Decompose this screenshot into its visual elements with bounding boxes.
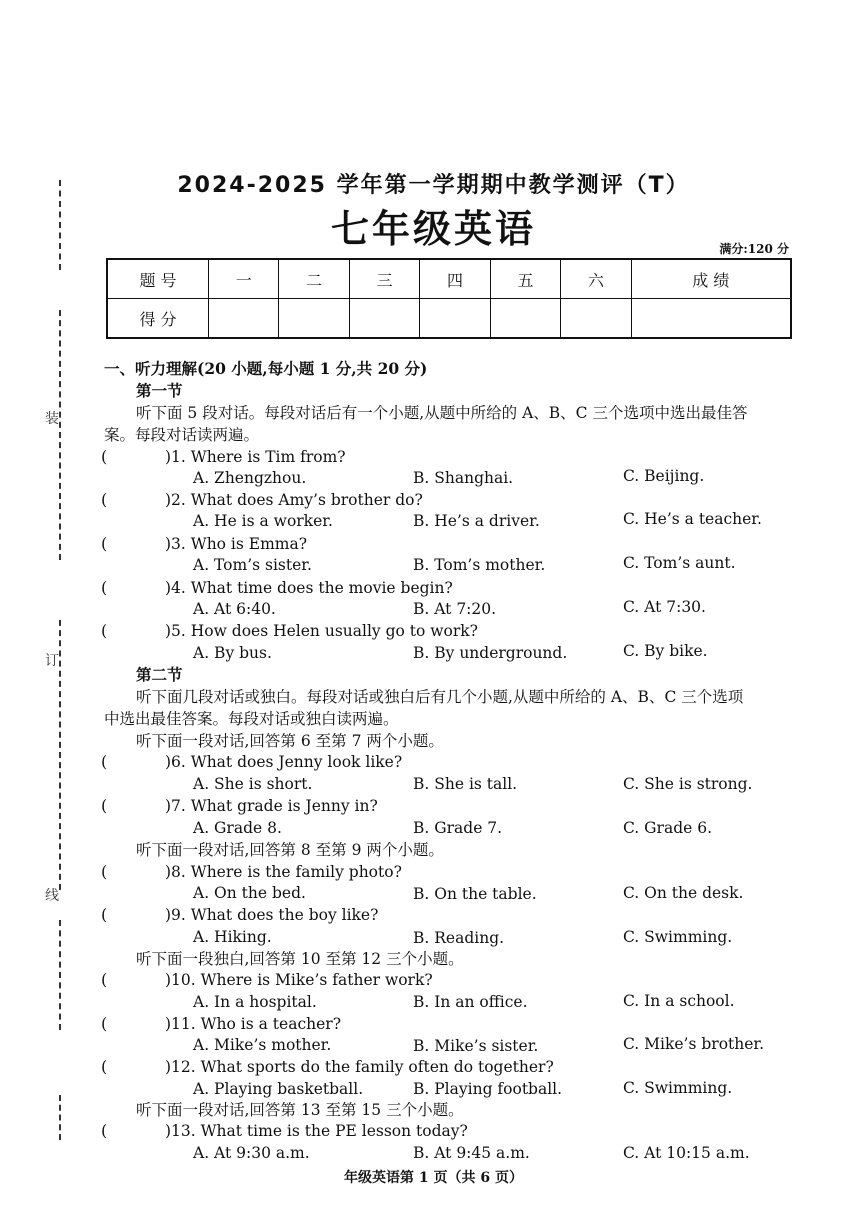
option-a: A. Grade 8. — [193, 819, 282, 837]
score-row-label: 得 分 — [107, 299, 209, 339]
option-c: C. Tom’s aunt. — [623, 554, 736, 572]
option-a: A. He is a worker. — [193, 512, 333, 530]
question-stem: )7. What grade is Jenny in? — [165, 797, 378, 815]
question-stem: )5. How does Helen usually go to work? — [165, 622, 478, 640]
full-score: 满分:120 分 — [719, 242, 789, 256]
section2-label: 第二节 — [136, 665, 183, 684]
option-c: C. Grade 6. — [623, 819, 713, 837]
subsection-instruction: 听下面一段独白,回答第 10 至第 12 三个小题。 — [136, 950, 464, 968]
part1-heading: 一、听力理解(20 小题,每小题 1 分,共 20 分) — [104, 359, 428, 378]
binding-char: 订 — [45, 653, 59, 669]
option-c: C. At 10:15 a.m. — [623, 1144, 750, 1162]
score-header-cell: 二 — [279, 259, 349, 299]
score-header-cell: 六 — [561, 259, 631, 299]
option-a: A. At 6:40. — [193, 600, 276, 618]
binding-char: 装 — [45, 411, 59, 427]
option-a: A. At 9:30 a.m. — [193, 1144, 310, 1162]
option-c: C. Swimming. — [623, 928, 733, 946]
page-footer: 年级英语第 1 页（共 6 页） — [344, 1170, 523, 1186]
option-a: A. By bus. — [193, 644, 272, 662]
option-b: B. She is tall. — [413, 775, 518, 793]
question-stem: )3. Who is Emma? — [165, 535, 308, 553]
question-stem: )11. Who is a teacher? — [165, 1015, 342, 1033]
option-b: B. Tom’s mother. — [413, 556, 546, 574]
question-stem: )13. What time is the PE lesson today? — [165, 1122, 468, 1140]
option-a: A. Zhengzhou. — [193, 469, 307, 487]
option-b: B. Reading. — [413, 929, 505, 947]
binding-char: 线 — [45, 888, 59, 904]
exam-title: 2024-2025 学年第一学期期中教学测评（T） — [177, 173, 690, 198]
option-b: B. Playing football. — [413, 1080, 563, 1098]
section1-instruction: 案。每段对话读两遍。 — [104, 426, 260, 444]
option-b: B. In an office. — [413, 993, 528, 1011]
answer-paren[interactable]: ( — [101, 447, 108, 466]
option-b: B. At 9:45 a.m. — [413, 1144, 530, 1162]
option-c: C. In a school. — [623, 992, 735, 1010]
option-b: B. At 7:20. — [413, 600, 497, 618]
answer-paren[interactable]: ( — [101, 970, 108, 989]
answer-paren[interactable]: ( — [101, 905, 108, 924]
subsection-instruction: 听下面一段对话,回答第 8 至第 9 两个小题。 — [136, 841, 444, 859]
question-stem: )10. Where is Mike’s father work? — [165, 971, 433, 989]
option-b: B. Grade 7. — [413, 819, 503, 837]
score-header-cell: 五 — [490, 259, 560, 299]
option-a: A. She is short. — [193, 775, 313, 793]
answer-paren[interactable]: ( — [101, 752, 108, 771]
section1-instruction: 听下面 5 段对话。每段对话后有一个小题,从题中所给的 A、B、C 三个选项中选出最佳答 — [136, 404, 748, 422]
question-stem: )9. What does the boy like? — [165, 906, 379, 924]
option-a: A. Playing basketball. — [193, 1080, 364, 1098]
option-c: C. Beijing. — [623, 467, 705, 485]
question-stem: )6. What does Jenny look like? — [165, 753, 403, 771]
answer-paren[interactable]: ( — [101, 1057, 108, 1076]
option-b: B. By underground. — [413, 644, 568, 662]
exam-subject: 七年级英语 — [330, 206, 536, 251]
option-a: A. On the bed. — [193, 884, 306, 902]
option-c: C. At 7:30. — [623, 598, 706, 616]
option-a: A. Mike’s mother. — [193, 1036, 332, 1054]
answer-paren[interactable]: ( — [101, 621, 108, 640]
score-header-cell: 三 — [349, 259, 419, 299]
subsection-instruction: 听下面一段对话,回答第 13 至第 15 三个小题。 — [136, 1101, 464, 1119]
question-stem: )4. What time does the movie begin? — [165, 579, 453, 597]
score-header-cell: 题 号 — [107, 259, 209, 299]
section1-label: 第一节 — [136, 381, 183, 400]
option-b: B. Mike’s sister. — [413, 1037, 539, 1055]
option-c: C. He’s a teacher. — [623, 510, 762, 528]
answer-paren[interactable]: ( — [101, 1014, 108, 1033]
score-header-cell: 一 — [209, 259, 279, 299]
option-c: C. She is strong. — [623, 775, 753, 793]
section2-instruction: 听下面几段对话或独白。每段对话或独白后有几个小题,从题中所给的 A、B、C 三个选项 — [136, 688, 744, 706]
answer-paren[interactable]: ( — [101, 534, 108, 553]
question-stem: )8. Where is the family photo? — [165, 863, 402, 881]
option-a: A. In a hospital. — [193, 993, 317, 1011]
option-c: C. On the desk. — [623, 884, 744, 902]
option-b: B. Shanghai. — [413, 469, 514, 487]
option-a: A. Tom’s sister. — [193, 556, 312, 574]
answer-paren[interactable]: ( — [101, 578, 108, 597]
question-stem: )12. What sports do the family often do together? — [165, 1058, 554, 1076]
option-c: C. Swimming. — [623, 1079, 733, 1097]
score-header-cell: 成 绩 — [631, 259, 791, 299]
score-header-cell: 四 — [420, 259, 490, 299]
option-b: B. On the table. — [413, 885, 537, 903]
answer-paren[interactable]: ( — [101, 1121, 108, 1140]
subsection-instruction: 听下面一段对话,回答第 6 至第 7 两个小题。 — [136, 732, 444, 750]
answer-paren[interactable]: ( — [101, 490, 108, 509]
option-a: A. Hiking. — [193, 928, 272, 946]
question-stem: )1. Where is Tim from? — [165, 448, 346, 466]
option-c: C. Mike’s brother. — [623, 1035, 765, 1053]
question-stem: )2. What does Amy’s brother do? — [165, 491, 423, 509]
option-b: B. He’s a driver. — [413, 512, 540, 530]
answer-paren[interactable]: ( — [101, 862, 108, 881]
option-c: C. By bike. — [623, 642, 708, 660]
answer-paren[interactable]: ( — [101, 796, 108, 815]
section2-instruction: 中选出最佳答案。每段对话或独白读两遍。 — [104, 710, 399, 728]
